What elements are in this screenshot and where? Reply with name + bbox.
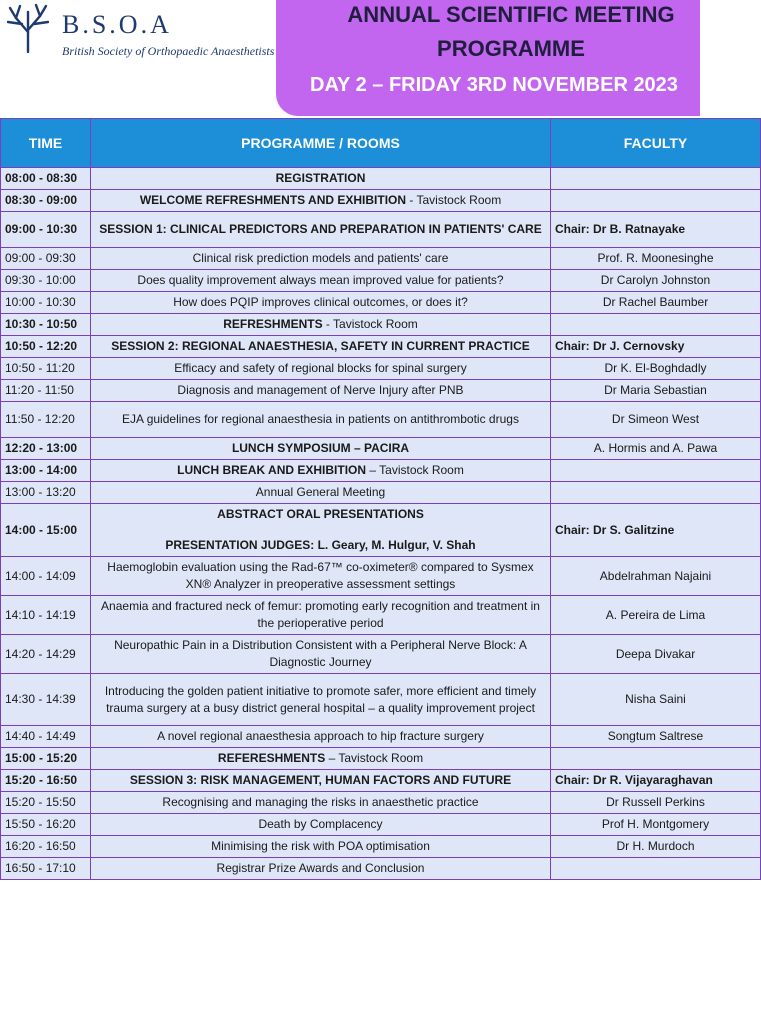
room-label: - Tavistock Room: [406, 193, 502, 207]
table-row: [1, 792, 761, 814]
time-cell: 09:00 - 09:30: [1, 248, 91, 270]
judges-label: PRESENTATION JUDGES: L. Geary, M. Hulgur, V. Shah: [165, 538, 476, 552]
programme-title: REFERESHMENTS: [217, 751, 326, 765]
table-row: [1, 557, 761, 596]
table-header-row: [1, 119, 761, 168]
programme-cell: [91, 596, 551, 635]
column-header-faculty: FACULTY: [551, 119, 761, 168]
table-row: [1, 212, 761, 248]
faculty-cell: Dr Rachel Baumber: [551, 292, 761, 314]
table-row: [1, 248, 761, 270]
time-cell: 13:00 - 13:20: [1, 482, 91, 504]
programme-title: Haemoglobin evaluation using the Rad-67™ co-oximeter® compared to Sysmex XN® Analyzer in preoperative assessment settings: [107, 560, 534, 591]
programme-cell: [91, 836, 551, 858]
table-row: [1, 460, 761, 482]
faculty-cell: Dr K. El-Boghdadly: [551, 358, 761, 380]
programme-title: Minimising the risk with POA optimisation: [211, 839, 430, 853]
table-row: [1, 292, 761, 314]
table-row: [1, 635, 761, 674]
programme-cell: [91, 380, 551, 402]
title-banner: [276, 0, 700, 116]
table-row: [1, 814, 761, 836]
programme-title: Does quality improvement always mean improved value for patients?: [137, 273, 504, 287]
column-header-programme: PROGRAMME / ROOMS: [91, 119, 551, 168]
table-row: [1, 748, 761, 770]
table-row: [1, 596, 761, 635]
table-row: [1, 726, 761, 748]
programme-title: Registrar Prize Awards and Conclusion: [216, 861, 425, 875]
programme-title: REFRESHMENTS: [223, 317, 323, 331]
faculty-cell: Prof H. Montgomery: [551, 814, 761, 836]
programme-cell: [91, 336, 551, 358]
table-row: [1, 270, 761, 292]
time-cell: 10:50 - 11:20: [1, 358, 91, 380]
time-cell: 10:50 - 12:20: [1, 336, 91, 358]
programme-title: Annual General Meeting: [255, 485, 386, 499]
programme-title: Introducing the golden patient initiative to promote safer, more efficient and timely trauma surgery at a busy district general hospital – a quality improvement project: [104, 683, 537, 715]
faculty-cell: Abdelrahman Najaini: [551, 557, 761, 596]
faculty-cell: Dr Maria Sebastian: [551, 380, 761, 402]
faculty-cell: Dr Simeon West: [551, 402, 761, 438]
room-label: – Tavistock Room: [366, 463, 464, 477]
programme-title: EJA guidelines for regional anaesthesia in patients on antithrombotic drugs: [122, 412, 519, 426]
programme-title: Neuropathic Pain in a Distribution Consistent with a Peripheral Nerve Block: A Diagnostic Journey: [114, 638, 527, 669]
programme-cell: [91, 248, 551, 270]
programme-cell: [91, 460, 551, 482]
time-cell: 16:50 - 17:10: [1, 858, 91, 880]
programme-title: SESSION 3: RISK MANAGEMENT, HUMAN FACTORS AND FUTURE: [129, 773, 512, 787]
time-cell: 08:30 - 09:00: [1, 190, 91, 212]
programme-cell: [91, 504, 551, 557]
programme-cell: [91, 635, 551, 674]
programme-cell: [91, 726, 551, 748]
table-row: [1, 858, 761, 880]
logo-title: B.S.O.A: [62, 10, 172, 39]
time-cell: 12:20 - 13:00: [1, 438, 91, 460]
chair-cell: Chair: Dr J. Cernovsky: [551, 336, 761, 358]
time-cell: 14:00 - 15:00: [1, 504, 91, 557]
faculty-cell: Dr Carolyn Johnston: [551, 270, 761, 292]
table-row: [1, 336, 761, 358]
table-row: [1, 168, 761, 190]
chair-cell: Chair: Dr S. Galitzine: [551, 504, 761, 557]
room-label: – Tavistock Room: [325, 751, 424, 765]
programme-cell: [91, 402, 551, 438]
faculty-cell: Prof. R. Moonesinghe: [551, 248, 761, 270]
programme-cell: [91, 858, 551, 880]
time-cell: 14:20 - 14:29: [1, 635, 91, 674]
faculty-cell: Deepa Divakar: [551, 635, 761, 674]
time-cell: 09:00 - 10:30: [1, 212, 91, 248]
faculty-cell: Nisha Saini: [551, 674, 761, 726]
programme-title: ABSTRACT ORAL PRESENTATIONS: [217, 507, 424, 521]
table-row: [1, 380, 761, 402]
time-cell: 15:50 - 16:20: [1, 814, 91, 836]
programme-cell: [91, 292, 551, 314]
time-cell: 14:40 - 14:49: [1, 726, 91, 748]
time-cell: 14:10 - 14:19: [1, 596, 91, 635]
page-header: [0, 0, 700, 116]
banner-subtitle: PROGRAMME: [437, 36, 585, 61]
table-row: [1, 402, 761, 438]
programme-title: How does PQIP improves clinical outcomes, or does it?: [173, 295, 468, 309]
programme-cell: [91, 674, 551, 726]
programme-title: Diagnosis and management of Nerve Injury after PNB: [177, 383, 464, 397]
table-row: [1, 190, 761, 212]
time-cell: 15:20 - 15:50: [1, 792, 91, 814]
programme-cell: [91, 190, 551, 212]
programme-cell: [91, 792, 551, 814]
programme-title: SESSION 2: REGIONAL ANAESTHESIA, SAFETY IN CURRENT PRACTICE: [111, 339, 530, 353]
programme-cell: [91, 314, 551, 336]
table-row: [1, 770, 761, 792]
programme-title: Efficacy and safety of regional blocks for spinal surgery: [174, 361, 467, 375]
time-cell: 08:00 - 08:30: [1, 168, 91, 190]
room-label: - Tavistock Room: [322, 317, 418, 331]
programme-table: [0, 118, 761, 880]
time-cell: 14:00 - 14:09: [1, 557, 91, 596]
time-cell: 11:50 - 12:20: [1, 402, 91, 438]
faculty-cell: Songtum Saltrese: [551, 726, 761, 748]
programme-title: Recognising and managing the risks in anaesthetic practice: [162, 795, 479, 809]
time-cell: 11:20 - 11:50: [1, 380, 91, 402]
programme-cell: [91, 270, 551, 292]
table-row: [1, 314, 761, 336]
faculty-cell: [551, 168, 761, 190]
faculty-cell: [551, 748, 761, 770]
faculty-cell: [551, 482, 761, 504]
time-cell: 13:00 - 14:00: [1, 460, 91, 482]
faculty-cell: A. Hormis and A. Pawa: [551, 438, 761, 460]
time-cell: 15:00 - 15:20: [1, 748, 91, 770]
faculty-cell: Dr Russell Perkins: [551, 792, 761, 814]
programme-cell: [91, 770, 551, 792]
table-row: [1, 482, 761, 504]
time-cell: 14:30 - 14:39: [1, 674, 91, 726]
faculty-cell: A. Pereira de Lima: [551, 596, 761, 635]
programme-cell: [91, 557, 551, 596]
programme-title: Clinical risk prediction models and patients' care: [192, 251, 449, 265]
time-cell: 10:30 - 10:50: [1, 314, 91, 336]
programme-rows: [1, 168, 761, 880]
table-row: [1, 358, 761, 380]
banner-date: DAY 2 – FRIDAY 3RD NOVEMBER 2023: [310, 74, 678, 96]
time-cell: 09:30 - 10:00: [1, 270, 91, 292]
logo-subtitle: British Society of Orthopaedic Anaesthetists: [62, 44, 275, 58]
faculty-cell: [551, 190, 761, 212]
faculty-cell: [551, 858, 761, 880]
faculty-cell: [551, 460, 761, 482]
programme-title: LUNCH BREAK AND EXHIBITION: [177, 463, 367, 477]
programme-cell: [91, 814, 551, 836]
table-row: [1, 438, 761, 460]
programme-cell: [91, 748, 551, 770]
faculty-cell: Dr H. Murdoch: [551, 836, 761, 858]
table-row: [1, 836, 761, 858]
time-cell: 16:20 - 16:50: [1, 836, 91, 858]
programme-title: SESSION 1: CLINICAL PREDICTORS AND PREPARATION IN PATIENTS' CARE: [99, 222, 542, 236]
programme-cell: [91, 438, 551, 460]
programme-cell: [91, 168, 551, 190]
programme-title: REGISTRATION: [275, 171, 366, 185]
programme-title: LUNCH SYMPOSIUM – PACIRA: [231, 441, 410, 455]
column-header-time: TIME: [1, 119, 91, 168]
tree-logo-icon: [2, 2, 54, 54]
programme-title: Anaemia and fractured neck of femur: promoting early recognition and treatment in the perioperative period: [101, 599, 540, 630]
time-cell: 15:20 - 16:50: [1, 770, 91, 792]
programme-title: Death by Complacency: [258, 817, 383, 831]
chair-cell: Chair: Dr R. Vijayaraghavan: [551, 770, 761, 792]
programme-cell: [91, 482, 551, 504]
table-row: [1, 504, 761, 557]
chair-cell: Chair: Dr B. Ratnayake: [551, 212, 761, 248]
banner-title: ANNUAL SCIENTIFIC MEETING: [347, 2, 675, 27]
programme-cell: [91, 358, 551, 380]
programme-cell: [91, 212, 551, 248]
programme-title: WELCOME REFRESHMENTS AND EXHIBITION: [139, 193, 407, 207]
programme-title: A novel regional anaesthesia approach to hip fracture surgery: [157, 729, 484, 743]
faculty-cell: [551, 314, 761, 336]
table-row: [1, 674, 761, 726]
time-cell: 10:00 - 10:30: [1, 292, 91, 314]
